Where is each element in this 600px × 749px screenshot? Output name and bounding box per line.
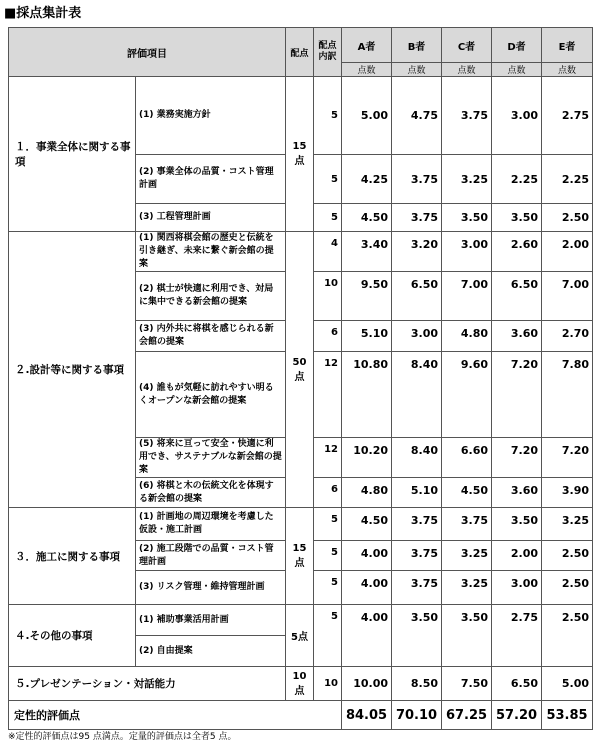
score-cell: 2.25 bbox=[542, 155, 593, 204]
score-cell: 3.00 bbox=[492, 571, 542, 605]
score-cell: 7.00 bbox=[442, 272, 492, 321]
score-cell: 2.50 bbox=[542, 605, 593, 667]
score-cell: 3.50 bbox=[492, 508, 542, 541]
score-cell: 3.50 bbox=[492, 204, 542, 232]
score-cell: 4.80 bbox=[342, 478, 392, 508]
score-cell: 5.00 bbox=[542, 667, 593, 701]
score-cell: 7.20 bbox=[492, 438, 542, 478]
sub-points: 5 bbox=[314, 77, 342, 155]
score-cell: 2.75 bbox=[542, 77, 593, 155]
total-score: 57.20 bbox=[492, 701, 542, 730]
table-row bbox=[9, 605, 593, 636]
total-score: 70.10 bbox=[392, 701, 442, 730]
item-label: (1) 業務実施方針 bbox=[136, 77, 286, 155]
item-label: (1) 補助事業活用計画 bbox=[136, 605, 286, 636]
score-cell: 4.50 bbox=[442, 478, 492, 508]
score-cell: 10.00 bbox=[342, 667, 392, 701]
category-label: ３．施工に関する事項 bbox=[9, 508, 136, 605]
score-cell: 3.60 bbox=[492, 478, 542, 508]
score-cell: 7.00 bbox=[542, 272, 593, 321]
header-bidder-c: C者 bbox=[442, 28, 492, 63]
score-cell: 2.50 bbox=[542, 571, 593, 605]
score-cell: 3.75 bbox=[392, 155, 442, 204]
sub-points: 5 bbox=[314, 204, 342, 232]
total-score: 84.05 bbox=[342, 701, 392, 730]
score-cell: 3.50 bbox=[392, 605, 442, 667]
score-cell: 4.75 bbox=[392, 77, 442, 155]
sub-points: 5 bbox=[314, 541, 342, 571]
score-cell: 8.40 bbox=[392, 438, 442, 478]
score-cell: 4.25 bbox=[342, 155, 392, 204]
header-bidder-b: B者 bbox=[392, 28, 442, 63]
score-cell: 3.25 bbox=[442, 571, 492, 605]
header-bidder-d: D者 bbox=[492, 28, 542, 63]
score-cell: 6.50 bbox=[392, 272, 442, 321]
score-cell: 8.50 bbox=[392, 667, 442, 701]
score-label: 点数 bbox=[342, 63, 392, 77]
table-row bbox=[9, 508, 593, 541]
score-cell: 2.75 bbox=[492, 605, 542, 667]
table-row bbox=[9, 667, 593, 701]
score-cell: 10.20 bbox=[342, 438, 392, 478]
category-label: １．事業全体に関する事項 bbox=[9, 77, 136, 232]
score-cell: 3.75 bbox=[392, 541, 442, 571]
score-cell: 7.20 bbox=[492, 352, 542, 438]
sub-points: 6 bbox=[314, 321, 342, 352]
category-points: 15点 bbox=[286, 77, 314, 232]
score-cell: 3.60 bbox=[492, 321, 542, 352]
score-cell: 3.75 bbox=[442, 77, 492, 155]
score-cell: 5.10 bbox=[392, 478, 442, 508]
category-label: ２.設計等に関する事項 bbox=[9, 232, 136, 508]
score-cell: 9.50 bbox=[342, 272, 392, 321]
score-cell: 3.20 bbox=[392, 232, 442, 272]
score-cell: 8.40 bbox=[392, 352, 442, 438]
sub-points: 10 bbox=[314, 667, 342, 701]
score-cell: 2.00 bbox=[492, 541, 542, 571]
score-cell: 2.70 bbox=[542, 321, 593, 352]
score-cell: 9.60 bbox=[442, 352, 492, 438]
item-label: (1) 関西将棋会館の歴史と伝統を引き継ぎ、未来に繋ぐ新会館の提案 bbox=[136, 232, 286, 272]
total-score: 53.85 bbox=[542, 701, 593, 730]
score-cell: 6.60 bbox=[442, 438, 492, 478]
sub-points: 6 bbox=[314, 478, 342, 508]
score-cell: 7.80 bbox=[542, 352, 593, 438]
sub-points: 12 bbox=[314, 438, 342, 478]
score-cell: 3.75 bbox=[442, 508, 492, 541]
table-row bbox=[9, 77, 593, 155]
page-title: ■採点集計表 bbox=[4, 6, 82, 21]
score-cell: 3.75 bbox=[392, 204, 442, 232]
score-label: 点数 bbox=[392, 63, 442, 77]
item-label: (3) リスク管理・維持管理計画 bbox=[136, 571, 286, 605]
score-cell: 3.25 bbox=[442, 155, 492, 204]
header-item: 評価項目 bbox=[9, 28, 286, 77]
item-label: (2) 自由提案 bbox=[136, 636, 286, 667]
score-label: 点数 bbox=[442, 63, 492, 77]
score-cell: 4.50 bbox=[342, 204, 392, 232]
score-cell: 3.40 bbox=[342, 232, 392, 272]
header-bidder-e: E者 bbox=[542, 28, 593, 63]
score-cell: 10.80 bbox=[342, 352, 392, 438]
score-cell: 5.00 bbox=[342, 77, 392, 155]
score-cell: 7.50 bbox=[442, 667, 492, 701]
sub-points: 5 bbox=[314, 571, 342, 605]
score-cell: 3.00 bbox=[492, 77, 542, 155]
table-row bbox=[9, 232, 593, 272]
category-points: 10点 bbox=[286, 667, 314, 701]
category-label: ５.プレゼンテーション・対話能力 bbox=[9, 667, 286, 701]
score-cell: 4.80 bbox=[442, 321, 492, 352]
score-cell: 2.50 bbox=[542, 204, 593, 232]
footnote: ※定性的評価点は95 点満点。定量的評価点は全者5 点。 bbox=[8, 732, 237, 742]
sub-points: 5 bbox=[314, 508, 342, 541]
score-cell: 4.00 bbox=[342, 541, 392, 571]
header-sub-points-text: 配点 内訳 bbox=[318, 41, 337, 62]
sub-points: 4 bbox=[314, 232, 342, 272]
score-cell: 6.50 bbox=[492, 667, 542, 701]
score-cell: 3.50 bbox=[442, 605, 492, 667]
category-label: ４.その他の事項 bbox=[9, 605, 136, 667]
score-summary-table bbox=[8, 27, 593, 730]
item-label: (3) 内外共に将棋を感じられる新会館の提案 bbox=[136, 321, 286, 352]
score-cell: 2.00 bbox=[542, 232, 593, 272]
header-points: 配点 bbox=[286, 28, 314, 77]
item-label: (5) 将来に亘って安全・快適に利用でき、サステナブルな新会館の提案 bbox=[136, 438, 286, 478]
score-cell: 3.25 bbox=[442, 541, 492, 571]
total-score: 67.25 bbox=[442, 701, 492, 730]
score-cell: 3.00 bbox=[442, 232, 492, 272]
total-label: 定性的評価点 bbox=[9, 701, 342, 730]
score-cell: 2.50 bbox=[542, 541, 593, 571]
score-cell: 7.20 bbox=[542, 438, 593, 478]
category-points: 50点 bbox=[286, 232, 314, 508]
item-label: (1) 計画地の周辺環境を考慮した仮設・施工計画 bbox=[136, 508, 286, 541]
sub-points: 5 bbox=[314, 155, 342, 204]
score-cell: 3.00 bbox=[392, 321, 442, 352]
item-label: (4) 誰もが気軽に訪れやすい明るくオープンな新会館の提案 bbox=[136, 352, 286, 438]
score-cell: 3.90 bbox=[542, 478, 593, 508]
score-cell: 3.75 bbox=[392, 508, 442, 541]
item-label: (2) 棋士が快適に利用でき、対局に集中できる新会館の提案 bbox=[136, 272, 286, 321]
category-points: 15点 bbox=[286, 508, 314, 605]
score-cell: 3.75 bbox=[392, 571, 442, 605]
score-cell: 3.25 bbox=[542, 508, 593, 541]
score-cell: 5.10 bbox=[342, 321, 392, 352]
score-label: 点数 bbox=[542, 63, 593, 77]
sub-points: 10 bbox=[314, 272, 342, 321]
sub-points: 5 bbox=[314, 605, 342, 667]
header-bidder-a: A者 bbox=[342, 28, 392, 63]
score-cell: 2.25 bbox=[492, 155, 542, 204]
score-cell: 2.60 bbox=[492, 232, 542, 272]
category-points: 5点 bbox=[286, 605, 314, 667]
total-row bbox=[9, 701, 593, 730]
score-cell: 4.00 bbox=[342, 605, 392, 667]
item-label: (3) 工程管理計画 bbox=[136, 204, 286, 232]
score-cell: 4.50 bbox=[342, 508, 392, 541]
header-sub-points bbox=[314, 28, 342, 77]
item-label: (2) 施工段階での品質・コスト管理計画 bbox=[136, 541, 286, 571]
score-cell: 6.50 bbox=[492, 272, 542, 321]
score-cell: 4.00 bbox=[342, 571, 392, 605]
score-label: 点数 bbox=[492, 63, 542, 77]
item-label: (6) 将棋と木の伝統文化を体現する新会館の提案 bbox=[136, 478, 286, 508]
item-label: (2) 事業全体の品質・コスト管理計画 bbox=[136, 155, 286, 204]
sub-points: 12 bbox=[314, 352, 342, 438]
score-cell: 3.50 bbox=[442, 204, 492, 232]
